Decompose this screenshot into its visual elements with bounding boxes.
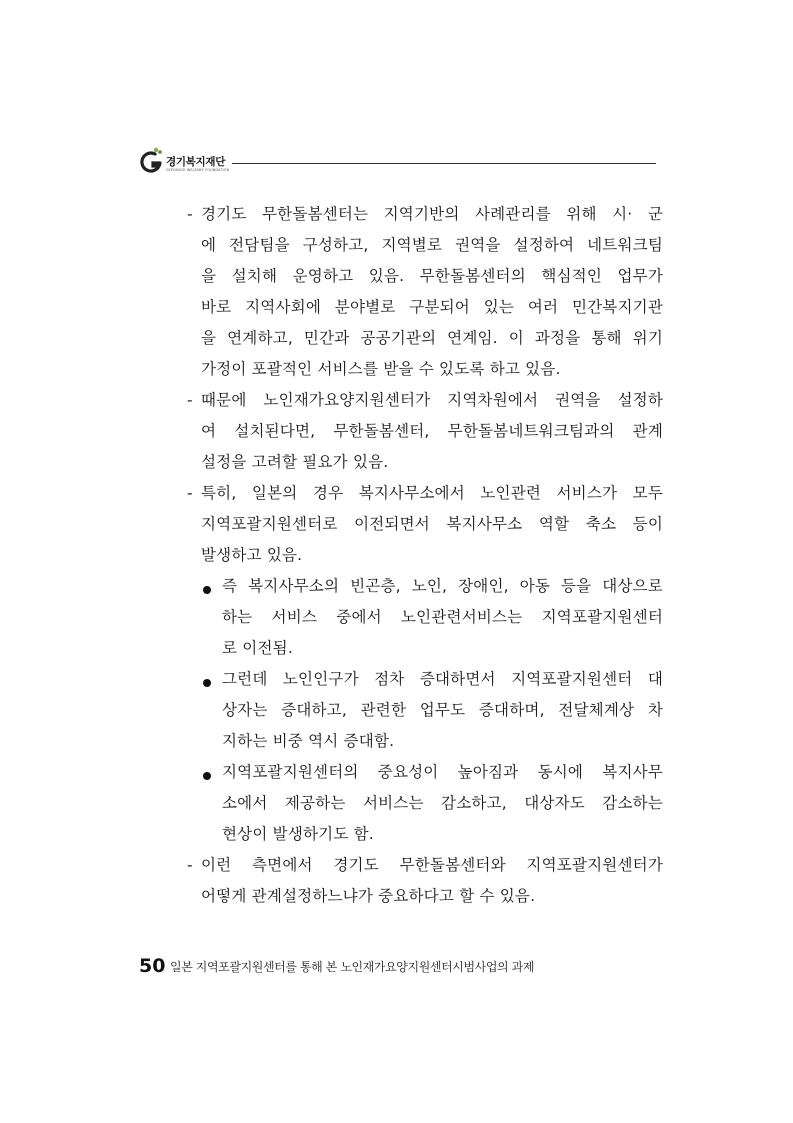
bullet-icon bbox=[203, 772, 211, 780]
text-line: 지역포괄지원센터의 중요성이 높아짐과 동시에 복지사무 bbox=[222, 763, 663, 781]
page-number: 50 bbox=[139, 955, 166, 977]
text-line: 여 설치된다면, 무한돌봄센터, 무한돌봄네트워크팀과의 관계 bbox=[201, 422, 663, 440]
text-line: 하는 서비스 중에서 노인관련서비스는 지역포괄지원센터 bbox=[222, 608, 663, 626]
text-line: 즉 복지사무소의 빈곤층, 노인, 장애인, 아동 등을 대상으로 bbox=[222, 577, 663, 595]
text-line: 을 연계하고, 민간과 공공기관의 연계임. 이 과정을 통해 위기 bbox=[201, 329, 663, 347]
text-line: 상자는 증대하고, 관련한 업무도 증대하며, 전달체계상 차 bbox=[222, 701, 663, 719]
text-line: 가정이 포괄적인 서비스를 받을 수 있도록 하고 있음. bbox=[201, 360, 561, 378]
text-line: 이런 측면에서 경기도 무한돌봄센터와 지역포괄지원센터가 bbox=[201, 856, 663, 874]
org-subtitle: GYEONGGI WELFARE FOUNDATION bbox=[166, 168, 230, 172]
footer-title: 일본 지역포괄지원센터를 통해 본 노인재가요양지원센터시범사업의 과제 bbox=[170, 960, 535, 974]
text-line: 에 전담팀을 구성하고, 지역별로 권역을 설정하여 네트워크팀 bbox=[201, 236, 663, 254]
text-line: 로 이전됨. bbox=[222, 639, 293, 657]
text-line: 어떻게 관계설정하느냐가 중요하다고 할 수 있음. bbox=[201, 887, 536, 905]
text-line: 지역포괄지원센터로 이전되면서 복지사무소 역할 축소 등이 bbox=[201, 515, 663, 533]
text-line: 발생하고 있음. bbox=[201, 546, 303, 564]
text-line: 소에서 제공하는 서비스는 감소하고, 대상자도 감소하는 bbox=[222, 794, 663, 812]
foundation-logo-icon bbox=[139, 146, 165, 176]
bullet-icon bbox=[203, 586, 211, 594]
bullet-icon bbox=[203, 679, 211, 687]
dash-marker: - bbox=[187, 484, 193, 502]
dash-marker: - bbox=[187, 391, 193, 409]
running-header bbox=[139, 146, 656, 176]
text-line: 설정을 고려할 필요가 있음. bbox=[201, 453, 389, 471]
text-line: 특히, 일본의 경우 복지사무소에서 노인관련 서비스가 모두 bbox=[201, 484, 663, 502]
dash-marker: - bbox=[187, 856, 193, 874]
text-line: 바로 지역사회에 분야별로 구분되어 있는 여러 민간복지기관 bbox=[201, 298, 663, 316]
text-line: 때문에 노인재가요양지원센터가 지역차원에서 권역을 설정하 bbox=[201, 391, 663, 409]
text-line: 경기도 무한돌봄센터는 지역기반의 사례관리를 위해 시· 군 bbox=[201, 205, 663, 223]
org-name: 경기복지재단 bbox=[166, 156, 226, 168]
text-line: 그런데 노인인구가 점차 증대하면서 지역포괄지원센터 대 bbox=[222, 670, 663, 688]
dash-marker: - bbox=[187, 205, 193, 223]
text-line: 지하는 비중 역시 증대함. bbox=[222, 732, 395, 750]
text-line: 을 설치해 운영하고 있음. 무한돌봄센터의 핵심적인 업무가 bbox=[201, 267, 663, 285]
text-line: 현상이 발생하기도 함. bbox=[222, 825, 374, 843]
header-rule bbox=[232, 163, 656, 164]
